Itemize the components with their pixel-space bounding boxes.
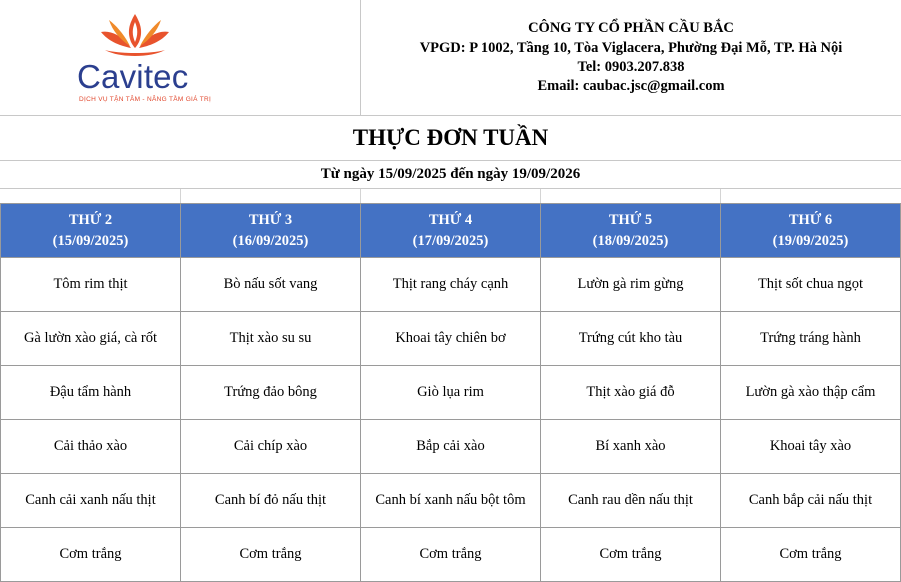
company-email: Email: caubac.jsc@gmail.com bbox=[537, 78, 725, 94]
day-header bbox=[1, 204, 181, 258]
dish-cell: Trứng tráng hành bbox=[721, 312, 901, 366]
table-row bbox=[1, 474, 901, 528]
table-row bbox=[1, 420, 901, 474]
dish-cell: Giò lụa rim bbox=[361, 366, 541, 420]
day-name: THỨ 3 bbox=[248, 211, 293, 228]
company-phone: Tel: 0903.207.838 bbox=[577, 59, 685, 75]
dish-cell: Bò nấu sốt vang bbox=[181, 258, 361, 312]
dish-cell: Khoai tây chiên bơ bbox=[361, 312, 541, 366]
day-date: (16/09/2025) bbox=[232, 232, 309, 249]
day-name: THỨ 4 bbox=[428, 211, 473, 228]
dish-cell: Tôm rim thịt bbox=[1, 258, 181, 312]
column-divider bbox=[360, 189, 361, 203]
dish-cell: Canh rau dền nấu thịt bbox=[541, 474, 721, 528]
dish-cell: Cơm trắng bbox=[181, 528, 361, 582]
dish-cell: Canh bắp cải nấu thịt bbox=[721, 474, 901, 528]
page-title: THỰC ĐƠN TUẦN bbox=[352, 125, 549, 150]
day-date: (15/09/2025) bbox=[52, 232, 129, 249]
column-divider bbox=[540, 189, 541, 203]
company-address: VPGD: P 1002, Tầng 10, Tòa Viglacera, Phường Đại Mỗ, TP. Hà Nội bbox=[419, 40, 843, 56]
dish-cell: Thịt rang cháy cạnh bbox=[361, 258, 541, 312]
logo bbox=[0, 0, 361, 115]
day-header-row bbox=[1, 204, 901, 258]
spacer-row bbox=[0, 189, 901, 203]
dish-cell: Cơm trắng bbox=[361, 528, 541, 582]
company-info bbox=[361, 0, 901, 115]
day-name: THỨ 2 bbox=[68, 211, 113, 228]
lotus-flame-icon bbox=[95, 12, 175, 64]
day-header bbox=[181, 204, 361, 258]
table-row bbox=[1, 258, 901, 312]
dish-cell: Khoai tây xào bbox=[721, 420, 901, 474]
day-date: (17/09/2025) bbox=[412, 232, 489, 249]
dish-cell: Đậu tẩm hành bbox=[1, 366, 181, 420]
dish-cell: Thịt xào su su bbox=[181, 312, 361, 366]
brand-wordmark: Cavitec bbox=[77, 58, 189, 95]
dish-cell: Canh bí đỏ nấu thịt bbox=[181, 474, 361, 528]
day-date: (19/09/2025) bbox=[772, 232, 849, 249]
company-name: CÔNG TY CỔ PHẦN CẦU BẮC bbox=[528, 20, 734, 36]
dish-cell: Bí xanh xào bbox=[541, 420, 721, 474]
date-range: Từ ngày 15/09/2025 đến ngày 19/09/2026 bbox=[320, 166, 581, 182]
dish-cell: Canh cải xanh nấu thịt bbox=[1, 474, 181, 528]
dish-cell: Bắp cải xào bbox=[361, 420, 541, 474]
dish-cell: Cơm trắng bbox=[721, 528, 901, 582]
title-row bbox=[0, 115, 901, 161]
brand-tagline: DỊCH VỤ TẬN TÂM - NÂNG TẦM GIÁ TRỊ bbox=[79, 96, 212, 103]
dish-cell: Lườn gà xào thập cẩm bbox=[721, 366, 901, 420]
date-row bbox=[0, 161, 901, 189]
weekly-menu-table bbox=[0, 203, 901, 582]
table-row bbox=[1, 528, 901, 582]
day-name: THỨ 5 bbox=[608, 211, 653, 228]
dish-cell: Canh bí xanh nấu bột tôm bbox=[361, 474, 541, 528]
dish-cell: Lườn gà rim gừng bbox=[541, 258, 721, 312]
day-header bbox=[361, 204, 541, 258]
column-divider bbox=[180, 189, 181, 203]
day-header bbox=[541, 204, 721, 258]
dish-cell: Cải thảo xào bbox=[1, 420, 181, 474]
day-name: THỨ 6 bbox=[788, 211, 833, 228]
letterhead bbox=[0, 0, 901, 116]
dish-cell: Trứng đảo bông bbox=[181, 366, 361, 420]
dish-cell: Cơm trắng bbox=[1, 528, 181, 582]
dish-cell: Cải chíp xào bbox=[181, 420, 361, 474]
dish-cell: Thịt sốt chua ngọt bbox=[721, 258, 901, 312]
column-divider bbox=[720, 189, 721, 203]
day-date: (18/09/2025) bbox=[592, 232, 669, 249]
dish-cell: Thịt xào giá đỗ bbox=[541, 366, 721, 420]
dish-cell: Trứng cút kho tàu bbox=[541, 312, 721, 366]
day-header bbox=[721, 204, 901, 258]
dish-cell: Cơm trắng bbox=[541, 528, 721, 582]
table-row bbox=[1, 312, 901, 366]
table-row bbox=[1, 366, 901, 420]
dish-cell: Gà lườn xào giá, cà rốt bbox=[1, 312, 181, 366]
